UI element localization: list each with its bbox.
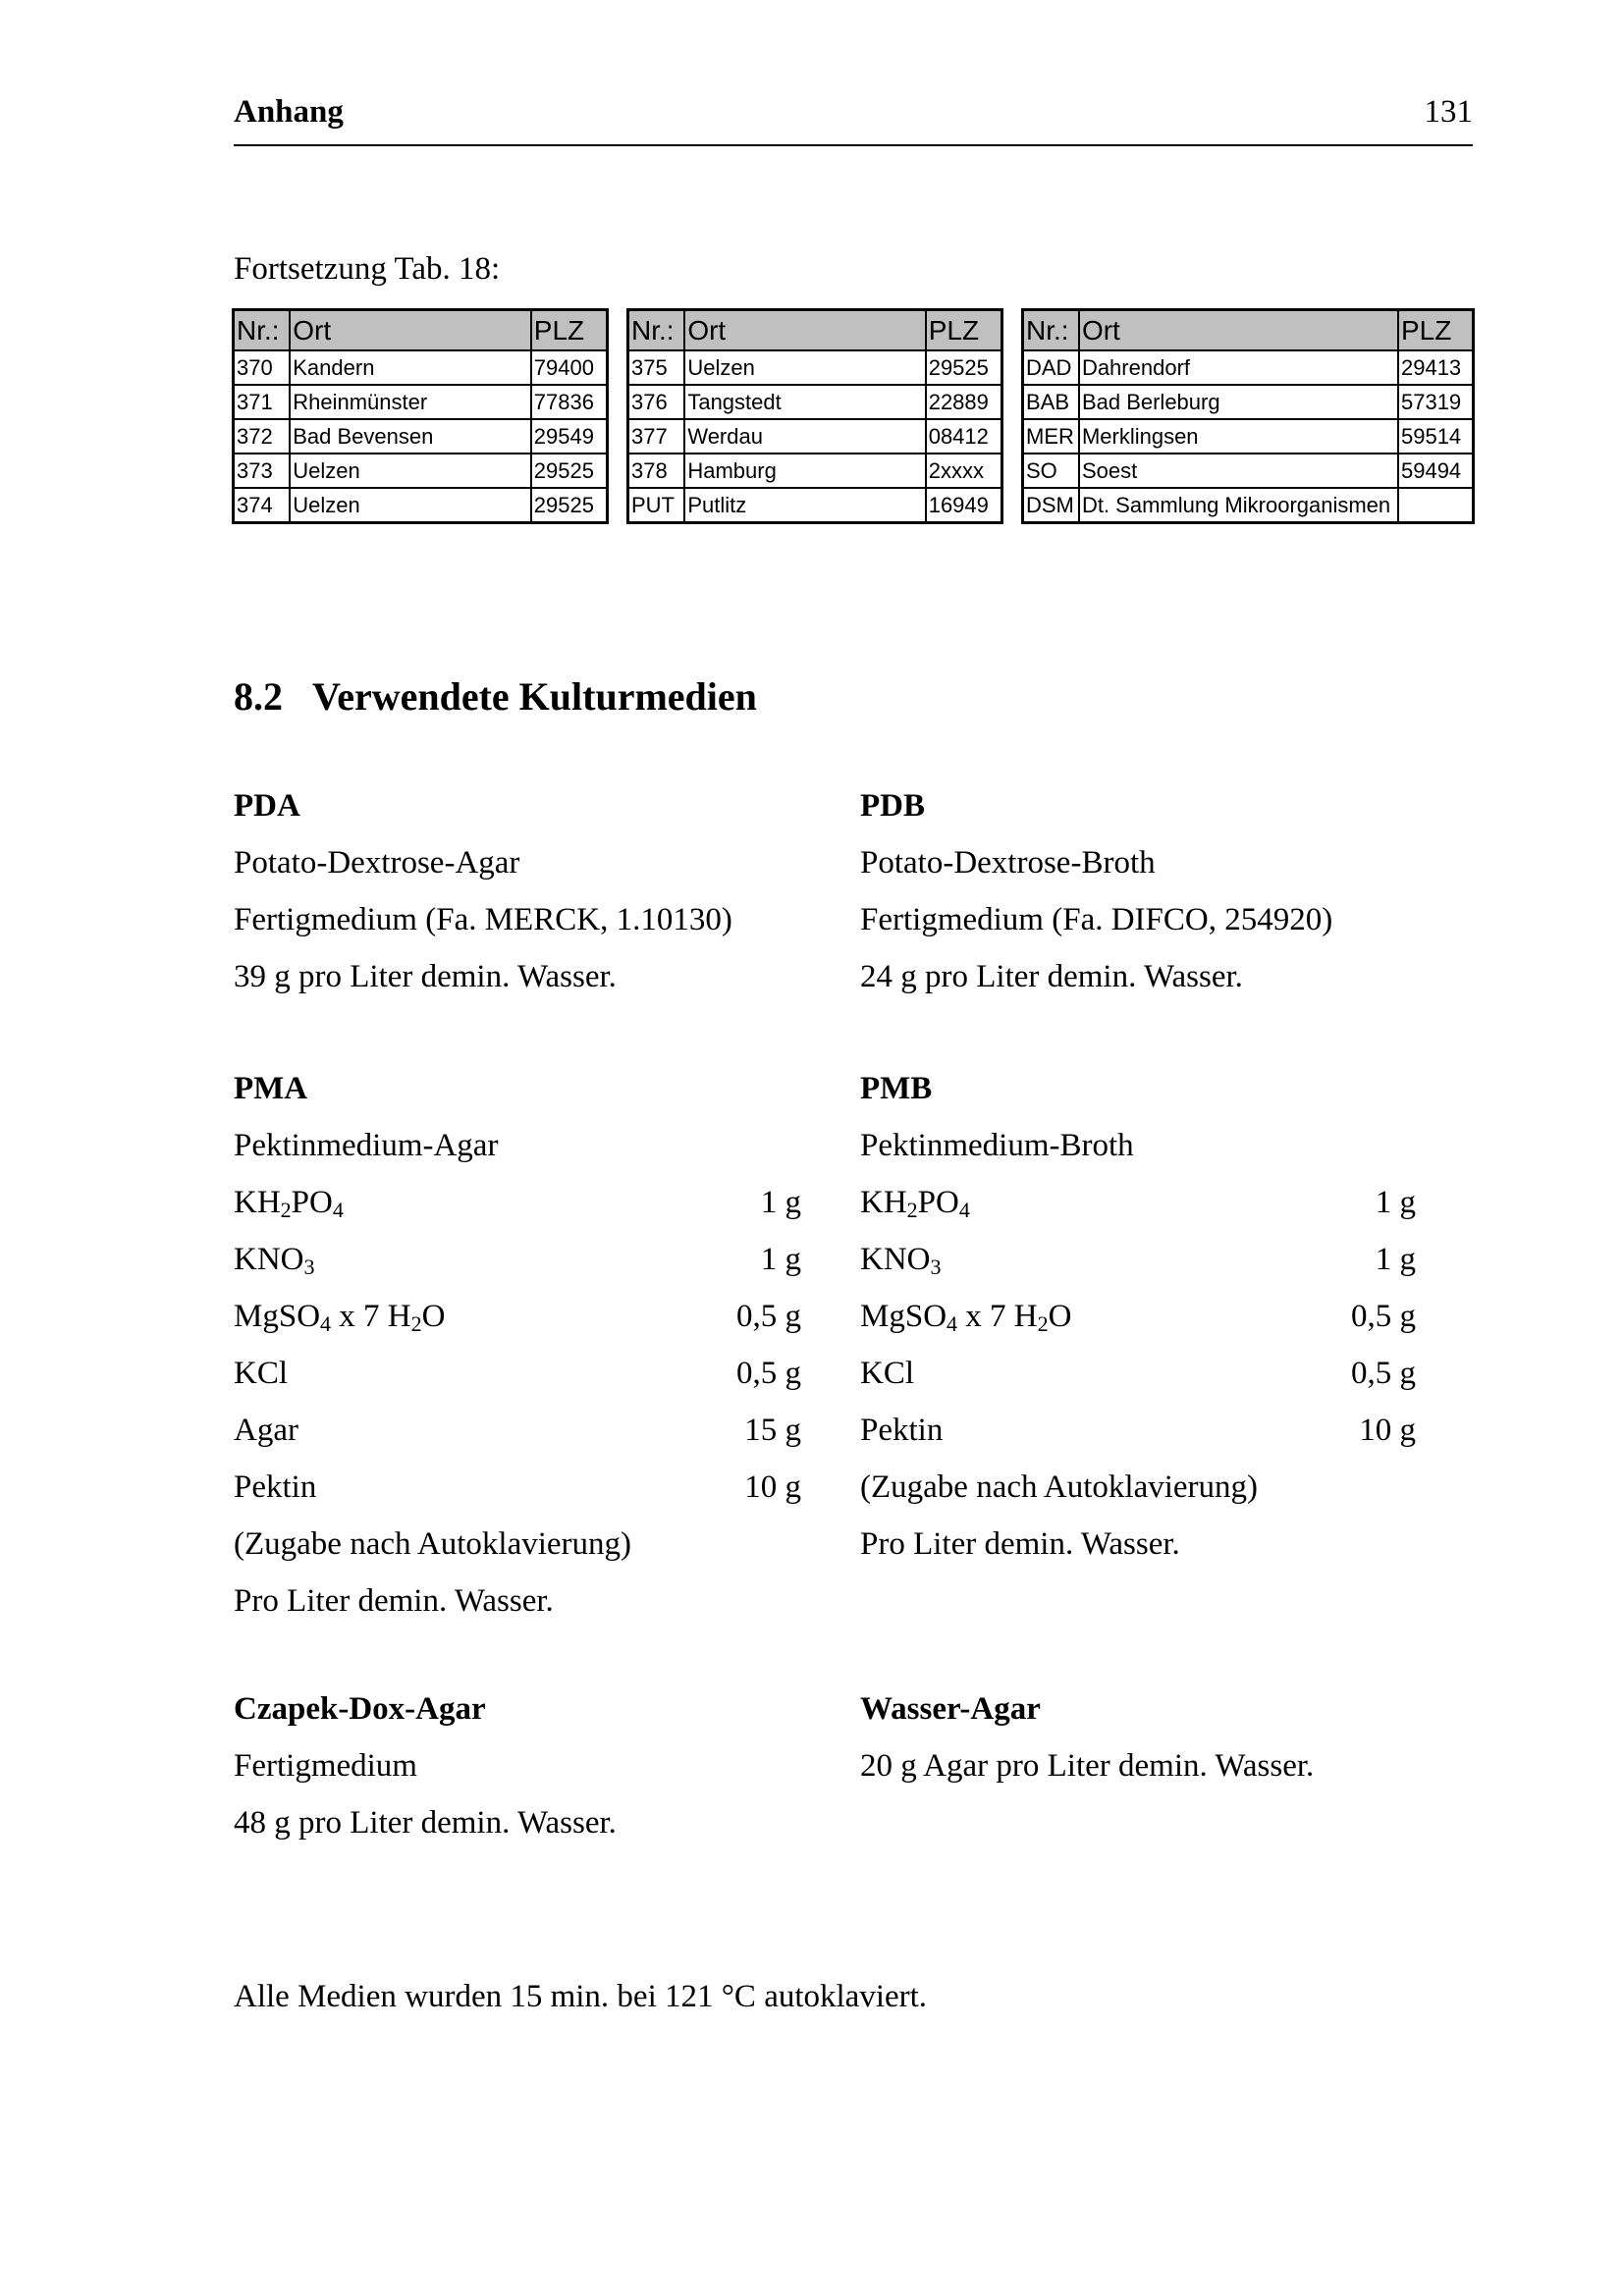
cell-ort: Bad Berleburg [1079, 385, 1398, 419]
medium-name: Czapek-Dox-Agar [234, 1691, 486, 1727]
ingredient-name: Pektin [860, 1413, 944, 1448]
cell-ort: Kandern [290, 350, 531, 385]
col-nr-header: Nr.: [234, 310, 291, 351]
cell-nr: 374 [234, 488, 291, 523]
cell-nr: PUT [628, 488, 685, 523]
section-heading [234, 673, 757, 720]
table-row [1023, 385, 1474, 419]
medium-wasser-agar [860, 1681, 1449, 1794]
ingredient-row [860, 1345, 1416, 1402]
medium-amount: 20 g Agar pro Liter demin. Wasser. [860, 1748, 1315, 1784]
cell-ort: Dt. Sammlung Mikroorganismen [1079, 488, 1398, 523]
table-header-row [628, 310, 1002, 351]
col-ort-header: Ort [290, 310, 531, 351]
table-row [628, 385, 1002, 419]
ingredient-amount: 0,5 g [1351, 1356, 1416, 1391]
cell-plz: 08412 [926, 419, 1002, 454]
cell-ort: Uelzen [290, 454, 531, 488]
table-row [628, 488, 1002, 523]
medium-full-name: Pektinmedium-Agar [234, 1128, 499, 1163]
cell-plz: 57319 [1398, 385, 1474, 419]
cell-ort: Rheinmünster [290, 385, 531, 419]
ingredient-name: KCl [234, 1356, 289, 1391]
ingredient-row: $KH_2PO_4$ 1 g [234, 1174, 801, 1231]
table-row [234, 385, 608, 419]
ingredient-amount: 0,5 g [736, 1299, 801, 1334]
ingredient-row: $KH_2PO_4$ 1 g [860, 1174, 1416, 1231]
cell-plz: 22889 [926, 385, 1002, 419]
medium-full-name: Pektinmedium-Broth [860, 1128, 1134, 1163]
page-number: 131 [1424, 94, 1473, 130]
header-rule [234, 144, 1473, 146]
cell-ort: Bad Bevensen [290, 419, 531, 454]
table-row [234, 350, 608, 385]
ingredient-amount: 1 g [1375, 1242, 1416, 1277]
table-row [234, 454, 608, 488]
cell-ort: Dahrendorf [1079, 350, 1398, 385]
table-row [1023, 488, 1474, 523]
ingredient-amount: 10 g [744, 1469, 801, 1505]
ingredient-amount: 15 g [744, 1413, 801, 1448]
medium-pmb [860, 1060, 1416, 1573]
table-header-row [234, 310, 608, 351]
ingredient-row: $KNO_3$ 1 g [234, 1231, 801, 1288]
cell-plz: 16949 [926, 488, 1002, 523]
medium-pdb [860, 777, 1449, 1005]
ingredient-name: Pektin [234, 1469, 317, 1505]
cell-nr: 373 [234, 454, 291, 488]
autoclave-note: Alle Medien wurden 15 min. bei 121 °C autoklaviert. [234, 1979, 928, 2014]
col-ort-header: Ort [684, 310, 925, 351]
table-row [1023, 454, 1474, 488]
cell-nr: 376 [628, 385, 685, 419]
cell-plz: 59494 [1398, 454, 1474, 488]
table-header-row [1023, 310, 1474, 351]
cell-ort: Merklingsen [1079, 419, 1398, 454]
medium-amount: Pro Liter demin. Wasser. [860, 1526, 1180, 1562]
table-block-1 [232, 308, 609, 524]
medium-info: Fertigmedium (Fa. DIFCO, 254920) [860, 902, 1333, 937]
medium-note: (Zugabe nach Autoklavierung) [234, 1526, 632, 1562]
ingredient-row [234, 1345, 801, 1402]
table-row [1023, 350, 1474, 385]
ingredient-name: KCl [860, 1356, 915, 1391]
medium-name: PDA [234, 788, 300, 824]
medium-name: PMA [234, 1071, 308, 1106]
cell-ort: Putlitz [684, 488, 925, 523]
cell-plz: 29549 [531, 419, 608, 454]
medium-czapek-dox-agar [234, 1681, 823, 1851]
table-block-3 [1021, 308, 1475, 524]
cell-plz: 2xxxx [926, 454, 1002, 488]
section-number: 8.2 [234, 674, 283, 719]
medium-name: PMB [860, 1071, 933, 1106]
cell-plz: 77836 [531, 385, 608, 419]
medium-amount: 24 g pro Liter demin. Wasser. [860, 959, 1243, 994]
cell-plz: 29413 [1398, 350, 1474, 385]
medium-full-name: Potato-Dextrose-Agar [234, 845, 520, 881]
cell-nr: SO [1023, 454, 1079, 488]
section-title: Verwendete Kulturmedien [312, 674, 757, 719]
ingredient-amount: 1 g [760, 1185, 801, 1220]
table-row [234, 419, 608, 454]
ingredient-row: $KNO_3$ 1 g [860, 1231, 1416, 1288]
running-header-title: Anhang [234, 94, 344, 130]
cell-nr: DAD [1023, 350, 1079, 385]
ingredient-name: Agar [234, 1413, 298, 1448]
ingredient-row [860, 1402, 1416, 1459]
cell-nr: 372 [234, 419, 291, 454]
medium-amount: 39 g pro Liter demin. Wasser. [234, 959, 617, 994]
medium-amount: 48 g pro Liter demin. Wasser. [234, 1805, 617, 1841]
cell-plz: 29525 [531, 488, 608, 523]
cell-ort: Werdau [684, 419, 925, 454]
ingredient-amount: 1 g [1375, 1185, 1416, 1220]
cell-ort: Hamburg [684, 454, 925, 488]
medium-full-name: Potato-Dextrose-Broth [860, 845, 1156, 881]
medium-amount: Pro Liter demin. Wasser. [234, 1583, 554, 1619]
cell-nr: DSM [1023, 488, 1079, 523]
medium-name: Wasser-Agar [860, 1691, 1041, 1727]
cell-plz: 79400 [531, 350, 608, 385]
ingredient-row: MgSO$_4$ x 7 $H_2O$ 0,5 g [234, 1288, 801, 1345]
table-row [628, 419, 1002, 454]
cell-nr: 371 [234, 385, 291, 419]
ingredient-amount: 0,5 g [736, 1356, 801, 1391]
cell-plz [1398, 488, 1474, 523]
table-row [234, 488, 608, 523]
medium-pda [234, 777, 823, 1005]
cell-nr: 378 [628, 454, 685, 488]
col-ort-header: Ort [1079, 310, 1398, 351]
medium-info: Fertigmedium (Fa. MERCK, 1.10130) [234, 902, 732, 937]
ingredient-amount: 1 g [760, 1242, 801, 1277]
col-plz-header: PLZ [1398, 310, 1474, 351]
cell-nr: 377 [628, 419, 685, 454]
medium-name: PDB [860, 788, 925, 824]
ingredient-amount: 10 g [1359, 1413, 1416, 1448]
cell-nr: BAB [1023, 385, 1079, 419]
ingredient-amount: 0,5 g [1351, 1299, 1416, 1334]
medium-pma [234, 1060, 801, 1629]
ingredient-row [234, 1459, 801, 1516]
col-plz-header: PLZ [926, 310, 1002, 351]
cell-plz: 29525 [531, 454, 608, 488]
col-nr-header: Nr.: [628, 310, 685, 351]
table-row [628, 350, 1002, 385]
cell-nr: 370 [234, 350, 291, 385]
cell-ort: Tangstedt [684, 385, 925, 419]
cell-nr: MER [1023, 419, 1079, 454]
ingredient-row [234, 1402, 801, 1459]
cell-ort: Uelzen [290, 488, 531, 523]
cell-ort: Soest [1079, 454, 1398, 488]
col-plz-header: PLZ [531, 310, 608, 351]
table-row [628, 454, 1002, 488]
table-caption: Fortsetzung Tab. 18: [234, 251, 501, 287]
cell-plz: 29525 [926, 350, 1002, 385]
cell-ort: Uelzen [684, 350, 925, 385]
col-nr-header: Nr.: [1023, 310, 1079, 351]
cell-nr: 375 [628, 350, 685, 385]
medium-info: Fertigmedium [234, 1748, 417, 1784]
medium-note: (Zugabe nach Autoklavierung) [860, 1469, 1259, 1505]
table-row [1023, 419, 1474, 454]
cell-plz: 59514 [1398, 419, 1474, 454]
table-block-2 [626, 308, 1003, 524]
ingredient-row: MgSO$_4$ x 7 $H_2O$ 0,5 g [860, 1288, 1416, 1345]
